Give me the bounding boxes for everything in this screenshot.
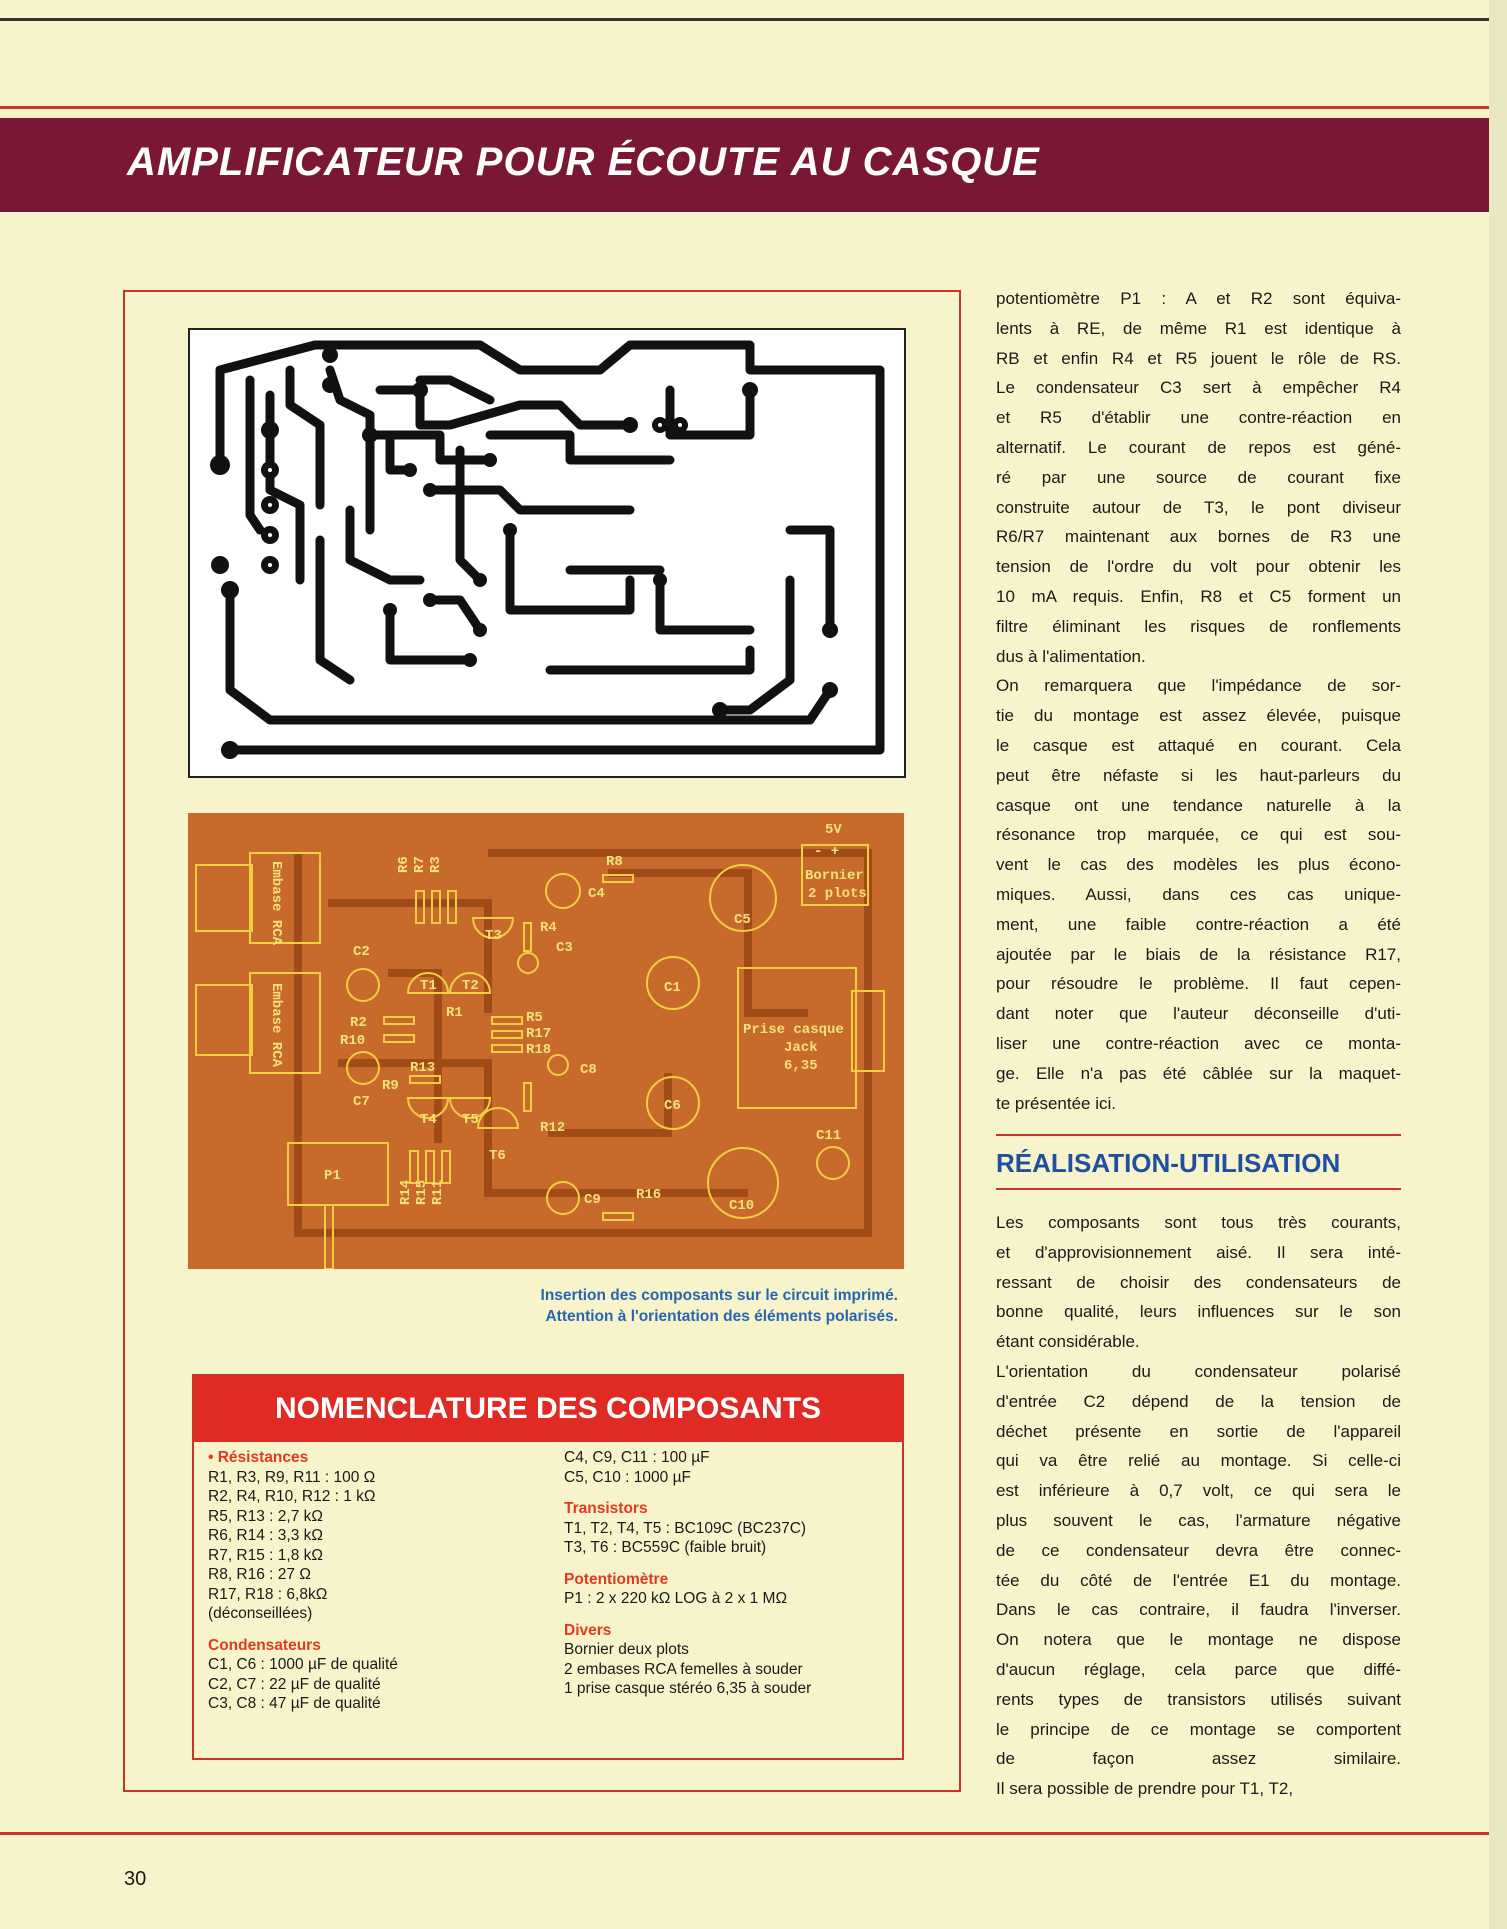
article-line: qui va être relié au montage. Si celle-ci (996, 1451, 1401, 1471)
nomenclature-heading: Potentiomètre (564, 1570, 669, 1588)
component-layout-drawing (188, 813, 904, 1269)
article-line: On notera que le montage ne dispose (996, 1630, 1401, 1650)
section-title: RÉALISATION-UTILISATION (996, 1148, 1341, 1178)
page-edge (1489, 0, 1507, 1929)
nomenclature-heading: Transistors (564, 1500, 648, 1517)
label-r12: R12 (540, 1120, 566, 1136)
article-line: vent le cas des modèles les plus écono- (996, 855, 1401, 875)
title-banner (0, 118, 1490, 212)
article-line: peut être néfaste si les haut-parleurs du (996, 765, 1401, 785)
label-t5: T5 (462, 1112, 479, 1128)
article-line: Il sera possible de prendre pour T1, T2, (996, 1779, 1294, 1799)
article-line: ressant de choisir des condensateurs de (996, 1272, 1401, 1292)
nomenclature-line: P1 : 2 x 220 kΩ LOG à 2 x 1 MΩ (564, 1590, 788, 1607)
label-rca-1: Embase RCA (268, 861, 284, 946)
label-t4: T4 (420, 1112, 437, 1128)
label-t6: T6 (489, 1148, 506, 1164)
article-line: étant considérable. (996, 1332, 1140, 1352)
caption-line-2: Attention à l'orientation des éléments polarisés. (545, 1308, 898, 1325)
figure-caption (420, 1285, 898, 1327)
nomenclature-heading: • Résistances (208, 1449, 309, 1466)
article-line: le casque est attaqué en courant. Cela (996, 735, 1401, 755)
footer-rule (0, 1832, 1507, 1835)
label-c5: C5 (734, 912, 751, 928)
label-r13: R13 (410, 1060, 436, 1076)
nomenclature-line: R1, R3, R9, R11 : 100 Ω (208, 1468, 376, 1486)
pcb-traces-drawing (190, 330, 904, 776)
nomenclature-line: R5, R13 : 2,7 kΩ (208, 1507, 323, 1525)
nomenclature-line: R2, R4, R10, R12 : 1 kΩ (208, 1488, 376, 1505)
nomenclature-box (192, 1374, 904, 1760)
label-bornier: Bornier (805, 868, 864, 884)
label-c3: C3 (556, 940, 573, 956)
label-t3: T3 (485, 928, 502, 944)
label-t2: T2 (462, 978, 479, 994)
nomenclature-heading: Condensateurs (208, 1636, 321, 1654)
header-rule (0, 106, 1507, 109)
section-rule-bottom (996, 1188, 1401, 1190)
label-r10: R10 (340, 1033, 366, 1049)
label-jack: Jack (784, 1040, 818, 1056)
article-line: et R5 d'établir une contre-réaction en (996, 408, 1401, 428)
nomenclature-line: 1 prise casque stéréo 6,35 à souder (564, 1680, 812, 1697)
nomenclature-line: R17, R18 : 6,8kΩ (208, 1585, 328, 1603)
nomenclature-line: Bornier deux plots (564, 1641, 689, 1658)
nomenclature-line: R7, R15 : 1,8 kΩ (208, 1546, 323, 1564)
article-line: pour résoudre le problème. Il faut cepen- (996, 974, 1401, 994)
nomenclature-line: R6, R14 : 3,3 kΩ (208, 1527, 323, 1544)
article-line: potentiomètre P1 : A et R2 sont équiva- (996, 289, 1401, 308)
nomenclature-line: C1, C6 : 1000 µF de qualité (208, 1656, 398, 1673)
article-column (996, 284, 1401, 1118)
article-line: casque ont une tendance naturelle à la (996, 795, 1401, 815)
label-r9: R9 (382, 1078, 399, 1094)
label-c8: C8 (580, 1062, 597, 1078)
label-r7: R7 (412, 856, 428, 873)
page-title: AMPLIFICATEUR POUR ÉCOUTE AU CASQUE (127, 140, 1040, 184)
article-line: ge. Elle n'a pas été câblée sur la maquet- (996, 1063, 1401, 1083)
label-c1: C1 (664, 980, 681, 996)
label-r18: R18 (526, 1042, 552, 1058)
article-paragraph-4 (996, 1357, 1401, 1804)
nomenclature-line: T1, T2, T4, T5 : BC109C (BC237C) (564, 1519, 807, 1537)
article-line: 10 mA requis. Enfin, R8 et C5 forment un (996, 586, 1401, 606)
article-line: tée du côté de l'entrée E1 du montage. (996, 1570, 1401, 1590)
article-paragraph-3 (996, 1208, 1401, 1357)
nomenclature-line: (déconseillées) (208, 1605, 313, 1622)
article-line: plus souvent le cas, l'armature négative (996, 1510, 1401, 1530)
nomenclature-column-1 (208, 1448, 538, 1714)
article-line: Dans le cas contraire, il faudra l'inverser. (996, 1600, 1401, 1620)
label-r17: R17 (526, 1026, 552, 1042)
article-line: te présentée ici. (996, 1093, 1117, 1113)
article-paragraph-1 (996, 284, 1401, 671)
article-column-2 (996, 1208, 1401, 1804)
article-line: ré par une source de courant fixe (996, 467, 1401, 487)
label-c6: C6 (664, 1098, 681, 1114)
nomenclature-line: R8, R16 : 27 Ω (208, 1566, 311, 1583)
article-line: de façon assez similaire. (996, 1749, 1401, 1769)
nomenclature-title: NOMENCLATURE DES COMPOSANTS (194, 1376, 902, 1442)
label-rca-2: Embase RCA (268, 983, 284, 1068)
label-prise-casque: Prise casque (743, 1022, 844, 1038)
label-c7: C7 (353, 1094, 370, 1110)
page-number: 30 (124, 1868, 147, 1890)
article-line: construite autour de T3, le pont diviseur (996, 497, 1401, 517)
article-line: déchet présente en sortie de l'appareil (996, 1421, 1401, 1441)
label-c10: C10 (729, 1198, 755, 1214)
article-line: dant noter que l'auteur déconseille d'uti- (996, 1004, 1401, 1024)
article-line: et d'approvisionnement aisé. Il sera inté- (996, 1242, 1401, 1262)
nomenclature-line: C5, C10 : 1000 µF (564, 1468, 691, 1486)
nomenclature-heading: Divers (564, 1621, 612, 1639)
article-line: Le condensateur C3 sert à empêcher R4 (996, 378, 1401, 398)
nomenclature-line: C2, C7 : 22 µF de qualité (208, 1675, 381, 1693)
article-line: L'orientation du condensateur polarisé (996, 1361, 1401, 1381)
article-line: tension de l'ordre du volt pour obtenir les (996, 557, 1401, 577)
label-r5: R5 (526, 1010, 543, 1026)
article-line: d'aucun réglage, cela parce que diffé- (996, 1659, 1401, 1679)
label-r6: R6 (396, 856, 412, 873)
article-line: ment, une faible contre-réaction a été (996, 914, 1401, 934)
label-r2: R2 (350, 1015, 367, 1031)
pcb-component-placement (188, 813, 904, 1269)
label-c2: C2 (353, 944, 370, 960)
article-line: filtre éliminant les risques de ronflements (996, 616, 1401, 636)
label-r1: R1 (446, 1005, 463, 1021)
article-line: RB et enfin R4 et R5 jouent le rôle de RS. (996, 348, 1401, 368)
label-p1: P1 (324, 1168, 341, 1184)
article-line: rents types de transistors utilisés suivant (996, 1689, 1401, 1709)
article-line: lents à RE, de même R1 est identique à (996, 318, 1401, 338)
article-line: miques. Aussi, dans ces cas unique- (996, 884, 1401, 904)
article-line: R6/R7 maintenant aux bornes de R3 une (996, 527, 1401, 547)
article-line: Les composants sont tous très courants, (996, 1213, 1401, 1232)
article-line: est inférieure à 0,7 volt, ce qui sera le (996, 1481, 1401, 1501)
label-t1: T1 (420, 978, 437, 994)
article-paragraph-2 (996, 671, 1401, 1118)
label-5v: 5V (825, 822, 842, 838)
top-rule (0, 18, 1507, 21)
label-r15: R15 (414, 1179, 430, 1205)
article-line: de ce condensateur devra être connec- (996, 1540, 1401, 1560)
label-r3: R3 (428, 856, 444, 873)
nomenclature-column-2 (564, 1448, 894, 1699)
article-line: bonne qualité, leurs influences sur le son (996, 1302, 1401, 1322)
label-635: 6,35 (784, 1058, 818, 1074)
article-line: liser une contre-réaction avec ce monta- (996, 1033, 1401, 1053)
article-line: dus à l'alimentation. (996, 646, 1146, 666)
label-c9: C9 (584, 1192, 601, 1208)
nomenclature-line: C4, C9, C11 : 100 µF (564, 1449, 710, 1466)
label-r14: R14 (398, 1179, 414, 1205)
label-r8: R8 (606, 854, 623, 870)
label-bornier-plots: 2 plots (808, 886, 867, 902)
label-r4: R4 (540, 920, 557, 936)
nomenclature-line: T3, T6 : BC559C (faible bruit) (564, 1539, 767, 1556)
caption-line-1: Insertion des composants sur le circuit imprimé. (540, 1287, 898, 1304)
article-line: alternatif. Le courant de repos est géné- (996, 437, 1401, 457)
label-c4: C4 (588, 886, 605, 902)
article-line: d'entrée C2 dépend de la tension de (996, 1391, 1401, 1411)
section-rule-top (996, 1134, 1401, 1136)
nomenclature-line: 2 embases RCA femelles à souder (564, 1660, 803, 1678)
article-line: On remarquera que l'impédance de sor- (996, 676, 1401, 696)
label-polarity: - + (814, 844, 840, 860)
article-line: tie du montage est assez élevée, puisque (996, 706, 1401, 726)
pcb-copper-layout (188, 328, 906, 778)
article-line: le principe de ce montage se comportent (996, 1719, 1401, 1739)
label-r16: R16 (636, 1187, 662, 1203)
article-line: ajoutée par le biais de la résistance R17, (996, 944, 1401, 964)
article-line: résonance trop marquée, ce qui est sou- (996, 825, 1401, 845)
label-c11: C11 (816, 1128, 842, 1144)
label-r11: R11 (430, 1179, 446, 1205)
nomenclature-line: C3, C8 : 47 µF de qualité (208, 1695, 381, 1712)
